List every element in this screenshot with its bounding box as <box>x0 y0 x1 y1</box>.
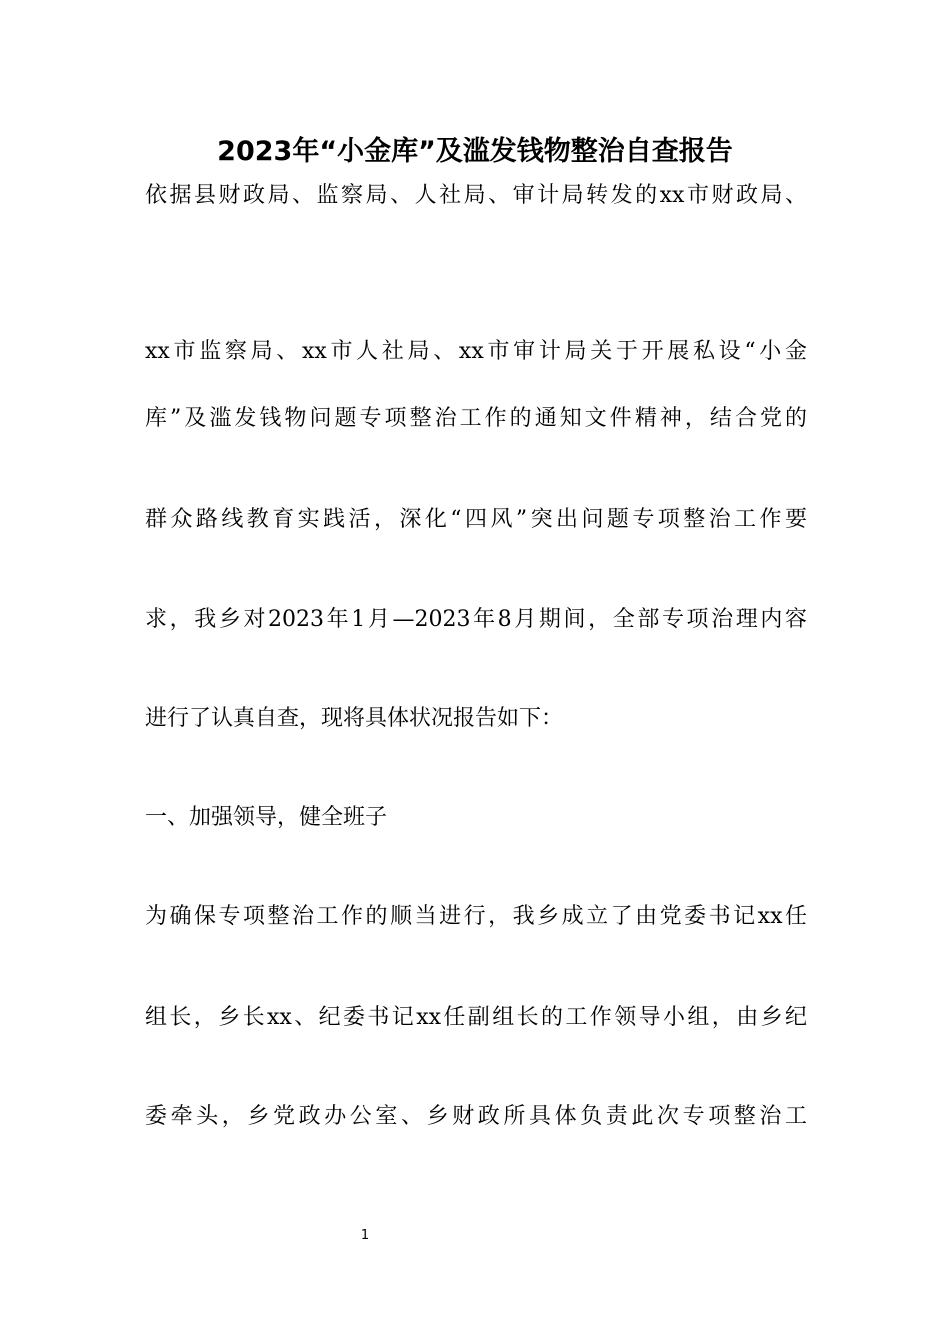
paragraph-line-6: 进行了认真自查，现将具体状况报告如下： <box>145 706 564 731</box>
page-number: 1 <box>360 1228 370 1243</box>
paragraph-line-7: 为确保专项整治工作的顺当进行，我乡成立了由党委书记xx任 <box>145 904 807 929</box>
paragraph-line-5: 求，我乡对2023年1月—2023年8月期间，全部专项治理内容 <box>145 607 807 632</box>
paragraph-line-4: 群众路线教育实践活，深化“四风”突出问题专项整治工作要 <box>145 507 807 532</box>
paragraph-line-3: 库”及滥发钱物问题专项整治工作的通知文件精神，结合党的 <box>145 406 807 431</box>
paragraph-line-8: 组长，乡长xx、纪委书记xx任副组长的工作领导小组，由乡纪 <box>145 1005 807 1030</box>
paragraph-line-1: 依据县财政局、监察局、人社局、审计局转发的xx市财政局、 <box>145 183 807 208</box>
section-heading-1: 一、加强领导，健全班子 <box>145 805 388 830</box>
paragraph-line-9: 委牵头，乡党政办公室、乡财政所具体负责此次专项整治工 <box>145 1104 807 1129</box>
paragraph-line-2: xx市监察局、xx市人社局、xx市审计局关于开展私设“小金 <box>145 339 807 364</box>
document-title: 2023年“小金库”及滥发钱物整治自查报告 <box>217 136 733 167</box>
